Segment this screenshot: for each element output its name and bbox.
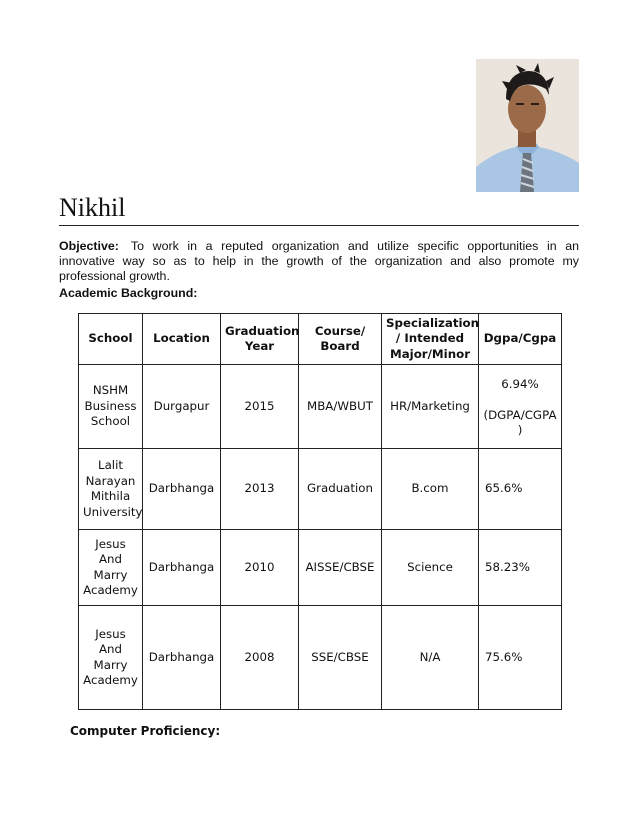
header-location: Location bbox=[143, 314, 221, 365]
cell-course: Graduation bbox=[299, 449, 382, 530]
grade-note: (DGPA/CGPA ) bbox=[483, 407, 557, 437]
header-school: School bbox=[79, 314, 143, 365]
profile-photo-illustration bbox=[476, 59, 579, 192]
cell-grade: 58.23% bbox=[479, 530, 562, 606]
table-header-row bbox=[79, 314, 562, 365]
candidate-name: Nikhil bbox=[59, 193, 126, 222]
cell-year: 2015 bbox=[221, 365, 299, 449]
computer-proficiency-heading: Computer Proficiency: bbox=[70, 724, 221, 738]
cell-grade bbox=[479, 365, 562, 449]
cell-location: Darbhanga bbox=[143, 530, 221, 606]
header-grade: Dgpa/Cgpa bbox=[479, 314, 562, 365]
cell-course: MBA/WBUT bbox=[299, 365, 382, 449]
cell-location: Durgapur bbox=[143, 365, 221, 449]
cell-year: 2010 bbox=[221, 530, 299, 606]
header-specialization: Specialization / Intended Major/Minor bbox=[382, 314, 479, 365]
header-course-board: Course/ Board bbox=[299, 314, 382, 365]
profile-photo bbox=[476, 59, 579, 192]
cell-grade: 65.6% bbox=[479, 449, 562, 530]
name-divider bbox=[59, 225, 579, 226]
cell-specialization: Science bbox=[382, 530, 479, 606]
academic-background-heading: Academic Background: bbox=[59, 286, 198, 300]
grade-value: 6.94% bbox=[501, 377, 539, 391]
cell-location: Darbhanga bbox=[143, 606, 221, 710]
cell-school: NSHM Business School bbox=[79, 365, 143, 449]
table-row bbox=[79, 449, 562, 530]
objective-label: Objective: bbox=[59, 239, 119, 253]
cell-specialization: B.com bbox=[382, 449, 479, 530]
cell-school: Lalit Narayan Mithila University bbox=[79, 449, 143, 530]
academic-table bbox=[78, 313, 562, 710]
objective-text: To work in a reputed organization and utilize specific opportunities in an innovative way so as to help in the growth of the organization and also promote my professional growth. bbox=[59, 239, 579, 283]
table-row bbox=[79, 365, 562, 449]
objective-section bbox=[59, 239, 579, 284]
cell-year: 2013 bbox=[221, 449, 299, 530]
cell-year: 2008 bbox=[221, 606, 299, 710]
header-graduation-year: Graduation Year bbox=[221, 314, 299, 365]
cell-location: Darbhanga bbox=[143, 449, 221, 530]
cell-specialization: N/A bbox=[382, 606, 479, 710]
cell-school: Jesus And Marry Academy bbox=[79, 530, 143, 606]
cell-course: SSE/CBSE bbox=[299, 606, 382, 710]
cell-school: Jesus And Marry Academy bbox=[79, 606, 143, 710]
cell-course: AISSE/CBSE bbox=[299, 530, 382, 606]
table-row bbox=[79, 530, 562, 606]
cell-grade: 75.6% bbox=[479, 606, 562, 710]
table-row bbox=[79, 606, 562, 710]
cell-specialization: HR/Marketing bbox=[382, 365, 479, 449]
